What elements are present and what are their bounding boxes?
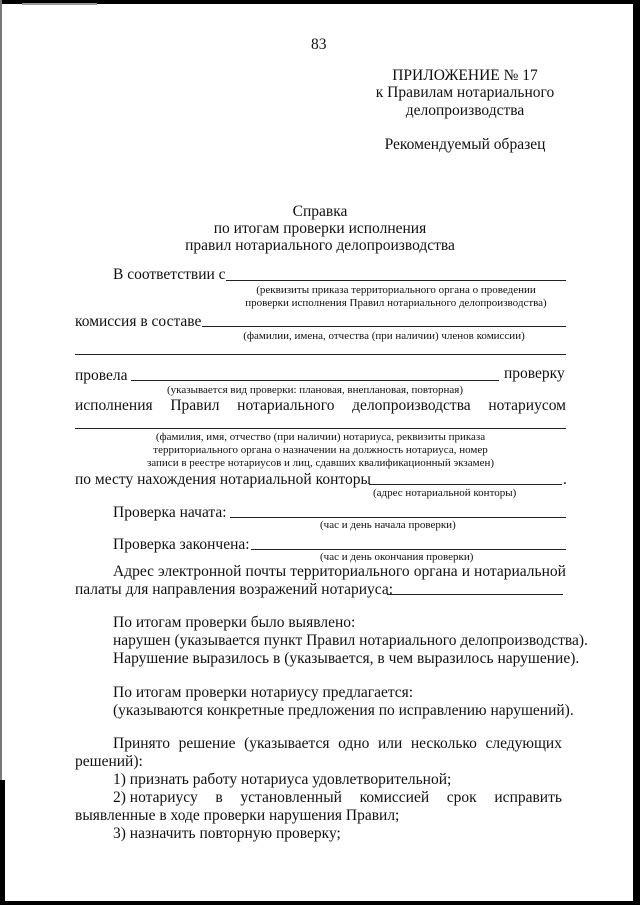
- execution-word: Правил: [170, 397, 220, 414]
- office-label: по месту нахождения нотариальной конторы: [75, 471, 371, 488]
- notary-hint-2: территориального органа о назначении на должность нотариуса, номер: [153, 444, 488, 456]
- execution-word: делопроизводства: [352, 397, 471, 414]
- email-word: и: [461, 563, 470, 580]
- decision-word: решение: [178, 735, 236, 752]
- proposals-line-1: (указываются конкретные предложения по исправлению нарушений).: [113, 702, 574, 719]
- start-hint: (час и день начала проверки): [320, 519, 456, 531]
- notary-hint-3: записи в реестре нотариусов и лиц, сдавших квалификационный экзамен): [146, 457, 495, 469]
- scan-border-left: [0, 0, 2, 905]
- decision-item-2-line-1: [113, 790, 562, 806]
- email-word: территориального: [290, 563, 410, 580]
- office-hint: (адрес нотариальной конторы): [373, 487, 517, 499]
- office-address-input-line[interactable]: [369, 484, 562, 485]
- email-word: Адрес: [113, 563, 154, 580]
- check-type-input-line[interactable]: [131, 380, 499, 381]
- email-word: органа: [413, 563, 458, 580]
- email-line-1: [113, 564, 566, 580]
- appendix-subtitle-line2: делопроизводства: [405, 102, 525, 119]
- scan-border-right: [633, 0, 640, 905]
- decision-word: следующих: [485, 735, 562, 752]
- end-input-line[interactable]: [251, 549, 566, 550]
- appendix-title: ПРИЛОЖЕНИЕ № 17: [392, 67, 538, 84]
- scan-border-top-mark: [22, 3, 97, 5]
- decision-word: 2) нотариусу: [113, 789, 198, 806]
- findings-heading: По итогам проверки было выявлено:: [113, 614, 356, 631]
- scan-border-bottom: [0, 901, 640, 905]
- execution-line: [75, 398, 566, 414]
- decision-word: срок: [446, 789, 477, 806]
- notary-hint-1: (фамилия, имя, отчество (при наличии) нотариуса, реквизиты приказа: [155, 431, 486, 443]
- accordance-label: В соответствии с: [113, 266, 226, 283]
- decision-word: комиссией: [359, 789, 430, 806]
- office-end-period: .: [563, 471, 567, 488]
- scan-border-left-dark: [0, 780, 5, 905]
- conducted-suffix: проверку: [504, 365, 565, 382]
- email-word: почты: [245, 563, 287, 580]
- findings-line-2: Нарушение выразилось в (указывается, в чем выразилось нарушение).: [113, 650, 580, 667]
- commission-hint: (фамилии, имена, отчества (при наличии) членов комиссии): [243, 330, 525, 342]
- decision-word: исправить: [494, 789, 562, 806]
- decision-intro-line: [113, 736, 562, 752]
- execution-word: нотариального: [237, 397, 335, 414]
- decision-word: одно: [338, 735, 370, 752]
- end-label: Проверка закончена:: [113, 536, 250, 553]
- notary-input-line[interactable]: [75, 428, 566, 429]
- decision-word: Принято: [113, 735, 170, 752]
- decision-word: (указывается: [244, 735, 330, 752]
- findings-line-1: нарушен (указывается пункт Правил нотариального делопроизводства).: [113, 632, 588, 649]
- accordance-input-line[interactable]: [226, 280, 566, 281]
- decision-item-3: 3) назначить повторную проверку;: [113, 825, 341, 842]
- document-subtitle-line1: по итогам проверки исполнения: [213, 220, 427, 237]
- conducted-label: провела: [75, 367, 128, 384]
- document-subtitle-line2: правил нотариального делопроизводства: [185, 237, 455, 254]
- decision-item-2-line-2: выявленные в ходе проверки нарушения Правил;: [75, 807, 400, 824]
- commission-input-line-2[interactable]: [75, 354, 566, 355]
- email-word: нотариальной: [474, 563, 566, 580]
- page-number: 83: [311, 36, 327, 53]
- commission-input-line[interactable]: [202, 326, 566, 327]
- sample-label: Рекомендуемый образец: [384, 136, 546, 153]
- appendix-subtitle-line1: к Правилам нотариального: [375, 84, 555, 101]
- execution-word: нотариусом: [488, 397, 566, 414]
- decision-word: несколько: [410, 735, 477, 752]
- email-word: электронной: [158, 563, 242, 580]
- decision-item-1: 1) признать работу нотариуса удовлетворительной;: [113, 771, 452, 788]
- accordance-hint-1: (реквизиты приказа территориального органа о проведении: [256, 284, 536, 296]
- decision-word: установленный: [240, 789, 342, 806]
- execution-word: исполнения: [75, 397, 153, 414]
- decision-intro-line-2: решений):: [75, 753, 143, 770]
- email-line-2: палаты для направления возражений нотариуса:: [75, 581, 394, 598]
- document-title: Справка: [292, 203, 348, 220]
- decision-word: или: [377, 735, 403, 752]
- email-input-line[interactable]: [387, 594, 563, 595]
- commission-label: комиссия в составе: [75, 313, 202, 330]
- start-label: Проверка начата:: [113, 504, 227, 521]
- proposals-heading: По итогам проверки нотариусу предлагается:: [113, 684, 414, 701]
- decision-word: в: [215, 789, 223, 806]
- conducted-hint: (указывается вид проверки: плановая, внеплановая, повторная): [167, 384, 463, 396]
- start-input-line[interactable]: [230, 517, 566, 518]
- accordance-hint-2: проверки исполнения Правил нотариального делопроизводства): [245, 297, 547, 309]
- end-hint: (час и день окончания проверки): [320, 551, 474, 563]
